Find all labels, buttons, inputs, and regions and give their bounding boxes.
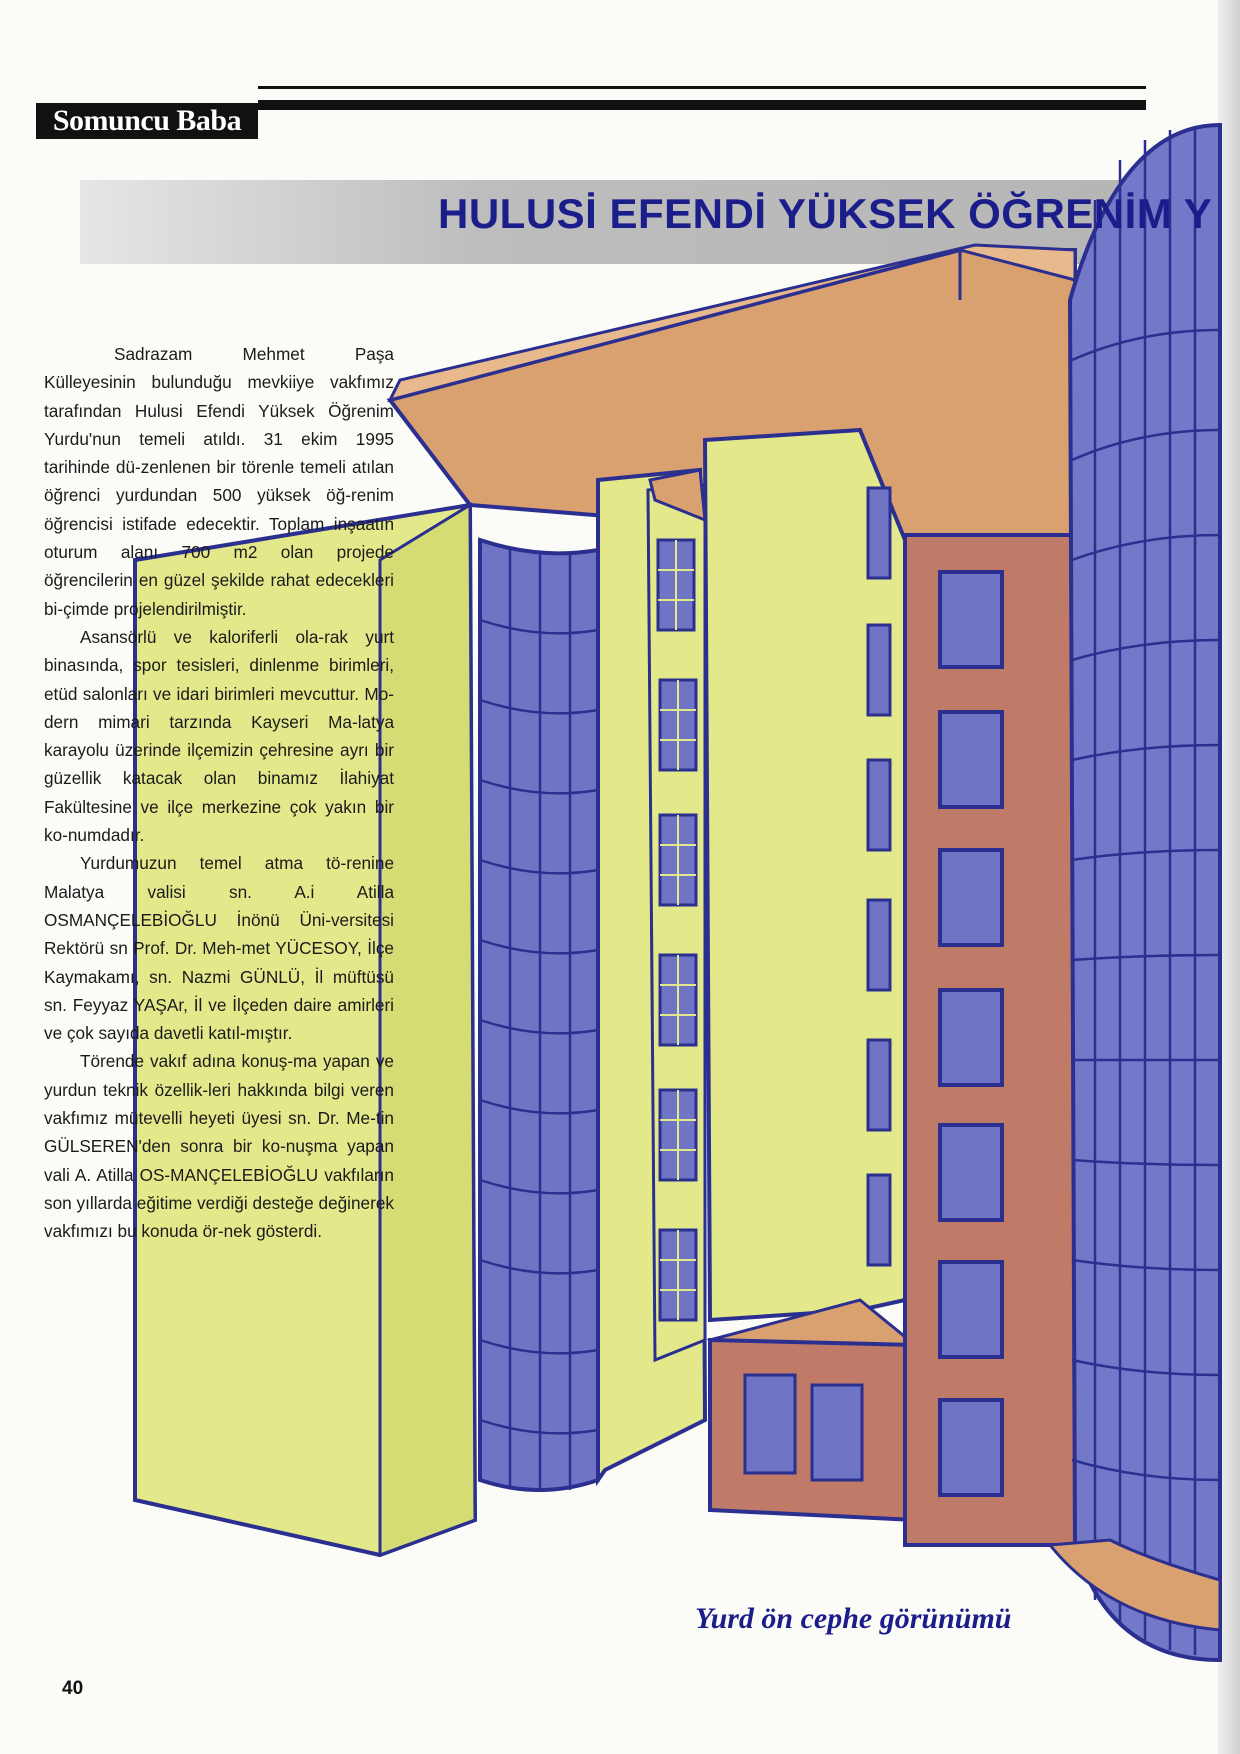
- page-number: 40: [62, 1678, 84, 1699]
- article-body: [44, 340, 394, 1246]
- left-facade-side: [380, 505, 475, 1555]
- image-caption: Yurd ön cephe görünümü: [695, 1602, 1012, 1635]
- tower-windows: [940, 572, 1002, 1495]
- paragraph: Sadrazam Mehmet Paşa Külleyesinin bulunduğu mevkiiye vakfımız tarafından Hulusi Efendi Yüksek Öğrenim Yurdu'nun temeli atıldı. 31 ekim 1995 tarihinde dü-zenlenen bir törenle temeli atılan öğrenci yurdundan 500 yüksek öğ-renim öğrencisi istifade edecektir. Toplam inşaatın oturum alanı 700 m2 olan projede öğrencilerin en güzel şekilde rahat edecekleri bi-çimde projelendirilmiştir.: [44, 344, 394, 619]
- article-title: HULUSİ EFENDİ YÜKSEK ÖĞRENİM Y: [438, 190, 1213, 237]
- magazine-brand: Somuncu Baba: [36, 103, 258, 139]
- paragraph: Törende vakıf adına konuş-ma yapan ve yurdun teknik özellik-leri hakkında bilgi veren vakfımız mütevelli heyeti üyesi sn. Dr. Me-tin GÜLSEREN'den sonra bir ko-nuşma yapan vali A. Atilla OS-MANÇELEBİOĞLU vakfıların son yıllarda eğitime verdiği desteğe değinerek vakfımızı bu konuda ör-nek gösterdi.: [44, 1051, 394, 1242]
- paragraph: Yurdumuzun temel atma tö-renine Malatya valisi sn. A.i Atilla OSMANÇELEBİOĞLU İnönü Üni-versitesi Rektörü sn Prof. Dr. Meh-met YÜCESOY, İlçe Kaymakamı, sn. Nazmi GÜNLÜ, İl müftüsü sn. Feyyaz YAŞAr, İl ve İlçeden daire amirleri ve çok sayıda davetli katıl-mıştır.: [44, 853, 394, 1044]
- paragraph: Asansörlü ve kaloriferli ola-rak yurt binasında, spor tesisleri, dinlenme birimleri, etüd salonları ve idari birimleri mevcuttur. Mo-dern mimari tarzında Kayseri Ma-latya karayolu üzerinde ilçemizin çehresine ayrı bir güzellik katacak olan binamız İlahiyat Fakültesine ve ilçe merkezine çok yakın bir ko-numdadır.: [44, 626, 394, 846]
